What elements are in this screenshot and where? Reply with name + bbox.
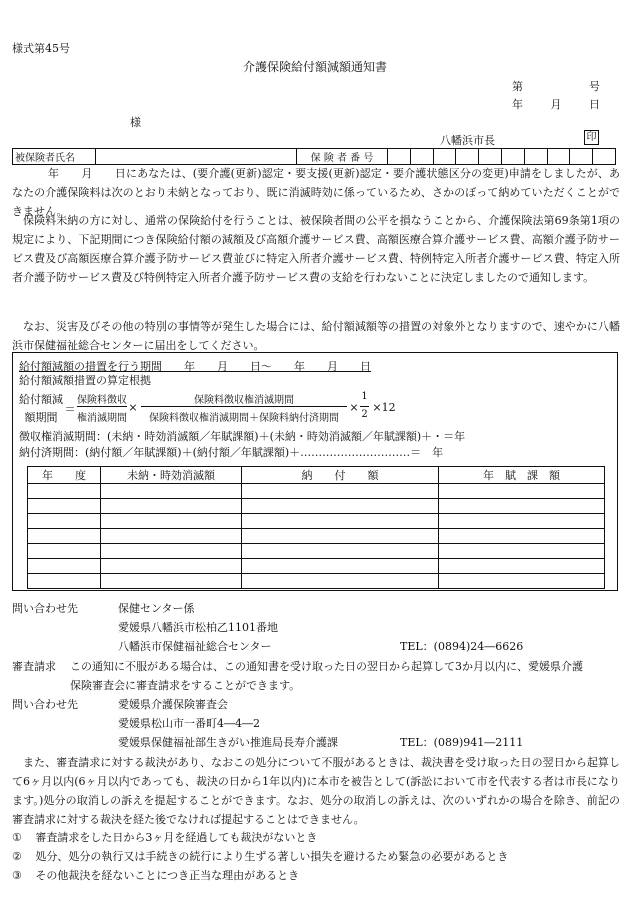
- header-year: 年 度: [28, 467, 101, 484]
- formula-times12: ×12: [372, 401, 396, 414]
- number-digit: [410, 149, 433, 165]
- contact2-tel: TEL：(089)941―2111: [400, 736, 524, 749]
- contact1-dept: 保健センター係: [118, 602, 195, 615]
- insured-name-label: 被保険者氏名: [13, 149, 96, 165]
- seal-mark: 印: [584, 130, 599, 145]
- formula-times1: ×: [128, 401, 138, 414]
- contact1-tel: TEL：(0894)24―6626: [400, 640, 524, 653]
- item-number: ①: [12, 831, 22, 844]
- table-row: [28, 484, 605, 499]
- calculation-basis-label: 給付額減額措置の算定根拠: [19, 374, 151, 387]
- fraction1-denominator: 権消滅期間: [77, 413, 127, 424]
- review-label: 審査請求: [12, 660, 56, 673]
- review-text-1: この通知に不服がある場合は、この通知書を受け取った日の翌日から起算して3か月以内に、愛媛県介護: [70, 660, 583, 673]
- contact2-dept: 愛媛県保健福祉部生きがい推進局長寿介護課: [118, 736, 338, 749]
- payment-history-table: [27, 466, 605, 589]
- paragraph-exception: なお、災害及びその他の特別の事情等が発生した場合には、給付額減額等の措置の対象外となりますので、速やかに八幡浜市保健福祉総合センターに届出をしてください。: [12, 320, 620, 352]
- list-item: [12, 867, 299, 883]
- contact1-address: 愛媛県八幡浜市松柏乙1101番地: [118, 621, 278, 634]
- document-title: 介護保険給付額減額通知書: [242, 60, 387, 74]
- fraction2-line: [141, 406, 347, 407]
- fraction1-numerator: 保険料徴収: [77, 395, 127, 406]
- contact2-label: 問い合わせ先: [12, 698, 78, 711]
- number-digit: [593, 149, 616, 165]
- number-digit: [456, 149, 479, 165]
- year-label: 年: [512, 98, 523, 111]
- number-digit: [388, 149, 411, 165]
- paragraph-application: 年 月 日にあなたは、(要介護(更新)認定・要支援(更新)認定・要介護状態区分の変更)申請をしましたが、あなたの介護保険料は次のとおり未納となっており、既に消滅時効に係っているため、さかのぼって納めていただくことができません。: [12, 167, 620, 218]
- dai-label: 第: [512, 80, 523, 93]
- insured-number-label: 保 険 者 番 号: [297, 149, 388, 165]
- item-text: その他裁決を経ないことにつき正当な理由があるとき: [35, 869, 300, 882]
- item-number: ③: [12, 869, 22, 882]
- document-date: [512, 96, 600, 112]
- formula-equals: ＝: [64, 403, 76, 416]
- number-digit: [433, 149, 456, 165]
- contact1-label: 問い合わせ先: [12, 602, 78, 615]
- number-digit: [547, 149, 570, 165]
- go-label: 号: [589, 80, 600, 93]
- addressee: 様: [130, 116, 141, 129]
- item-number: ②: [12, 850, 22, 863]
- issuer: 八幡浜市長: [440, 134, 495, 147]
- number-digit: [570, 149, 593, 165]
- contact2-org: 愛媛県介護保険審査会: [118, 698, 228, 711]
- formula-times2: ×: [349, 401, 359, 414]
- formula-lhs-top: 給付額減: [19, 393, 63, 406]
- fraction2-denominator: 保険料徴収権消滅期間＋保険料納付済期間: [149, 413, 339, 424]
- contact1-org: 八幡浜市保健福祉総合センター: [118, 640, 272, 653]
- table-row: [28, 529, 605, 544]
- item-text: 処分、処分の執行又は手続きの続行により生ずる著しい損失を避けるため緊急の必要があるとき: [35, 850, 509, 863]
- number-digit: [524, 149, 547, 165]
- number-digit: [479, 149, 502, 165]
- number-digit: [501, 149, 524, 165]
- formula-lhs-bottom: 額期間: [24, 411, 58, 424]
- table-row: [28, 574, 605, 589]
- table-row: [28, 499, 605, 514]
- header-unpaid: 未納・時効消滅額: [101, 467, 242, 484]
- half-line: [360, 406, 369, 407]
- half-denominator: 2: [361, 409, 368, 420]
- month-label: 月: [550, 98, 562, 111]
- day-label: 日: [589, 98, 600, 111]
- paragraph-lawsuit: また、審査請求に対する裁決があり、なおこの処分について不服があるときは、裁決書を受け取った日の翌日から起算して6ヶ月以内(6ヶ月以内であっても、裁決の日から1年以内)に本市を被告として(訴訟において市を代表する者は市長になります。)処分の取消しの訴えを提起することができます。なお、処分の取消しの訴えは、次のいずれかの場合を除き、前記の審査請求に対する裁決を経た後でなければ提起することはできません。: [12, 756, 620, 826]
- review-text-2: 保険審査会に審査請求をすることができます。: [70, 679, 301, 692]
- table-row: [28, 544, 605, 559]
- form-number: 様式第45号: [12, 42, 70, 55]
- paragraph-decision: 保険料未納の方に対し、通常の保険給付を行うことは、被保険者間の公平を損なうことから、介護保険法第69条第1項の規定により、下記期間につき保険給付額の減額及び高額介護サービス費、高額医療合算介護サービス費、高額介護予防サービス費及び高額医療合算介護予防サービス費並びに特定入所者介護サービス費、特例特定入所者介護サービス費、特定入所者介護予防サービス費及び特例特定入所者介護予防サービス費の支給を行わないことに決定しましたので通知します。: [12, 214, 620, 284]
- fraction1-line: [77, 406, 127, 407]
- contact2-address: 愛媛県松山市一番町4―4―2: [118, 717, 260, 730]
- half-numerator: 1: [361, 391, 368, 402]
- table-row: [28, 559, 605, 574]
- list-item: [12, 829, 317, 845]
- document-number: [512, 78, 600, 94]
- reduction-calculation-box: [12, 352, 618, 591]
- insured-name-cell: [96, 149, 297, 165]
- reduction-period: 給付額減額の措置を行う期間 年 月 日～ 年 月 日: [19, 360, 371, 373]
- extinct-period-formula: 徴収権消滅期間：(未納・時効消滅額／年賦課額)＋(未納・時効消滅額／年賦課額)＋・＝年: [19, 430, 466, 443]
- header-annual: 年 賦 課 額: [439, 467, 605, 484]
- header-paid: 納 付 額: [242, 467, 439, 484]
- fraction2-numerator: 保険料徴収権消滅期間: [194, 395, 294, 406]
- item-text: 審査請求をした日から3ヶ月を経過しても裁決がないとき: [35, 831, 318, 844]
- table-row: [28, 514, 605, 529]
- list-item: [12, 848, 508, 864]
- paid-period-formula: 納付済期間：(納付額／年賦課額)＋(納付額／年賦課額)＋…………………………＝ 年: [19, 446, 444, 459]
- insured-info-table: [12, 148, 616, 165]
